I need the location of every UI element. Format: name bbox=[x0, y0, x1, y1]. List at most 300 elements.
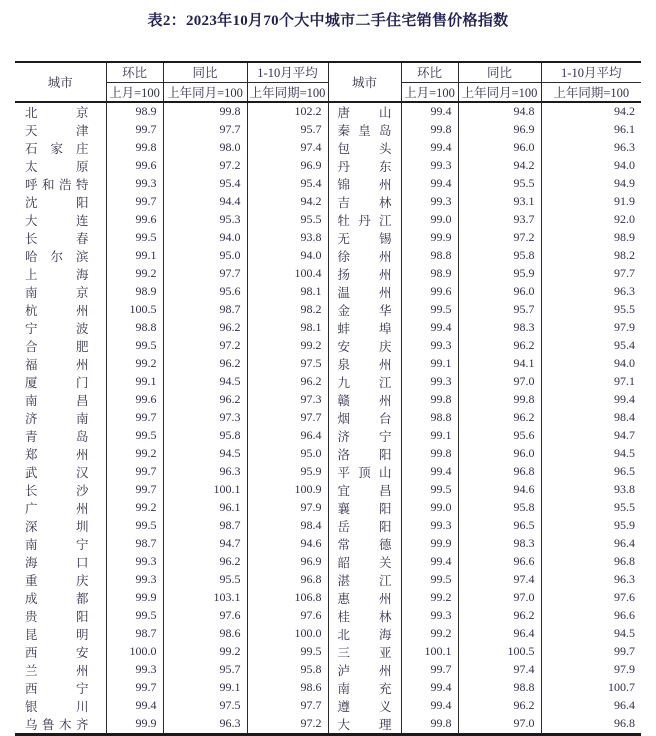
value-cell: 99.2 bbox=[401, 589, 458, 607]
value-cell: 99.8 bbox=[401, 391, 458, 409]
city-cell: 哈 尔 滨 bbox=[25, 249, 89, 264]
value-cell: 99.5 bbox=[106, 229, 163, 247]
table-row bbox=[15, 102, 641, 121]
value-cell: 99.3 bbox=[401, 193, 458, 211]
city-cell: 蚌 埠 bbox=[328, 319, 401, 337]
value-cell: 96.8 bbox=[247, 571, 328, 589]
city-cell: 济 南 bbox=[25, 411, 89, 426]
value-cell: 94.5 bbox=[541, 445, 641, 463]
value-cell: 99.0 bbox=[401, 211, 458, 229]
value-cell: 99.5 bbox=[401, 481, 458, 499]
city-cell: 贵 阳 bbox=[25, 609, 89, 624]
value-cell: 97.7 bbox=[541, 265, 641, 283]
value-cell: 96.3 bbox=[163, 715, 247, 735]
city-cell: 乌 鲁 木 齐 bbox=[25, 717, 89, 732]
table-row bbox=[15, 445, 641, 463]
value-cell: 96.9 bbox=[458, 121, 541, 139]
value-cell: 96.6 bbox=[458, 553, 541, 571]
value-cell: 96.2 bbox=[247, 373, 328, 391]
value-cell: 97.0 bbox=[458, 373, 541, 391]
price-index-table bbox=[15, 61, 641, 736]
value-cell: 98.8 bbox=[458, 679, 541, 697]
value-cell: 98.2 bbox=[247, 301, 328, 319]
value-cell: 100.7 bbox=[541, 679, 641, 697]
table-row bbox=[15, 301, 641, 319]
value-cell: 98.8 bbox=[401, 409, 458, 427]
value-cell: 98.2 bbox=[541, 247, 641, 265]
value-cell: 99.8 bbox=[401, 715, 458, 735]
value-cell: 100.1 bbox=[163, 481, 247, 499]
value-cell: 106.8 bbox=[247, 589, 328, 607]
table-row bbox=[15, 607, 641, 625]
value-cell: 95.9 bbox=[541, 517, 641, 535]
city-cell: 青 岛 bbox=[25, 429, 89, 444]
value-cell: 99.7 bbox=[106, 409, 163, 427]
value-cell: 95.5 bbox=[541, 301, 641, 319]
value-cell: 95.6 bbox=[458, 427, 541, 445]
value-cell: 98.8 bbox=[106, 319, 163, 337]
city-cell: 温 州 bbox=[328, 283, 401, 301]
value-cell: 94.2 bbox=[541, 102, 641, 121]
city-cell: 成 都 bbox=[25, 591, 89, 606]
value-cell: 94.5 bbox=[163, 445, 247, 463]
table-row bbox=[15, 337, 641, 355]
city-cell: 秦 皇 岛 bbox=[328, 121, 401, 139]
value-cell: 96.0 bbox=[458, 139, 541, 157]
table-row bbox=[15, 715, 641, 735]
value-cell: 99.9 bbox=[106, 589, 163, 607]
value-cell: 99.7 bbox=[106, 463, 163, 481]
table-row bbox=[15, 175, 641, 193]
value-cell: 97.7 bbox=[163, 121, 247, 139]
value-cell: 93.8 bbox=[541, 481, 641, 499]
value-cell: 99.3 bbox=[106, 553, 163, 571]
value-cell: 100.4 bbox=[247, 265, 328, 283]
value-cell: 96.8 bbox=[541, 715, 641, 735]
value-cell: 99.8 bbox=[163, 102, 247, 121]
city-cell: 重 庆 bbox=[25, 573, 89, 588]
value-cell: 99.7 bbox=[541, 643, 641, 661]
city-cell: 南 京 bbox=[25, 285, 89, 300]
value-cell: 96.6 bbox=[541, 607, 641, 625]
value-cell: 98.4 bbox=[541, 409, 641, 427]
value-cell: 97.2 bbox=[247, 715, 328, 735]
table-row bbox=[15, 679, 641, 697]
table-row bbox=[15, 481, 641, 499]
table-row bbox=[15, 319, 641, 337]
city-cell: 福 州 bbox=[25, 357, 89, 372]
value-cell: 99.5 bbox=[401, 301, 458, 319]
value-cell: 99.4 bbox=[401, 319, 458, 337]
value-cell: 96.2 bbox=[163, 391, 247, 409]
value-cell: 99.5 bbox=[106, 517, 163, 535]
city-cell: 遵 义 bbox=[328, 697, 401, 715]
value-cell: 95.5 bbox=[247, 211, 328, 229]
table-row bbox=[15, 283, 641, 301]
value-cell: 95.7 bbox=[247, 121, 328, 139]
value-cell: 99.6 bbox=[106, 211, 163, 229]
city-cell: 九 江 bbox=[328, 373, 401, 391]
value-cell: 93.8 bbox=[247, 229, 328, 247]
value-cell: 96.4 bbox=[247, 427, 328, 445]
value-cell: 96.2 bbox=[163, 553, 247, 571]
value-cell: 98.9 bbox=[106, 102, 163, 121]
value-cell: 94.4 bbox=[163, 193, 247, 211]
value-cell: 94.6 bbox=[458, 481, 541, 499]
value-cell: 99.3 bbox=[106, 175, 163, 193]
header-avg-base-right: 上年同期=100 bbox=[541, 82, 641, 102]
value-cell: 96.2 bbox=[458, 697, 541, 715]
value-cell: 96.2 bbox=[458, 409, 541, 427]
header-avg-base-left: 上年同期=100 bbox=[247, 82, 328, 102]
value-cell: 97.6 bbox=[247, 607, 328, 625]
value-cell: 97.0 bbox=[458, 589, 541, 607]
header-mom-base-left: 上月=100 bbox=[106, 82, 163, 102]
value-cell: 94.7 bbox=[163, 535, 247, 553]
city-cell: 深 圳 bbox=[25, 519, 89, 534]
city-cell: 三 亚 bbox=[328, 643, 401, 661]
value-cell: 96.9 bbox=[247, 157, 328, 175]
header-city-left: 城市 bbox=[15, 62, 106, 102]
value-cell: 99.7 bbox=[106, 679, 163, 697]
city-cell: 兰 州 bbox=[25, 663, 89, 678]
value-cell: 95.3 bbox=[163, 211, 247, 229]
city-cell: 桂 林 bbox=[328, 607, 401, 625]
value-cell: 99.9 bbox=[401, 229, 458, 247]
value-cell: 99.2 bbox=[106, 445, 163, 463]
value-cell: 95.8 bbox=[458, 247, 541, 265]
city-cell: 无 锡 bbox=[328, 229, 401, 247]
city-cell: 泸 州 bbox=[328, 661, 401, 679]
value-cell: 99.2 bbox=[106, 499, 163, 517]
city-cell: 杭 州 bbox=[25, 303, 89, 318]
city-cell: 韶 关 bbox=[328, 553, 401, 571]
header-avg-right: 1-10月平均 bbox=[541, 62, 641, 82]
header-mom-left: 环比 bbox=[106, 62, 163, 82]
value-cell: 99.6 bbox=[106, 391, 163, 409]
value-cell: 99.5 bbox=[106, 607, 163, 625]
value-cell: 102.2 bbox=[247, 102, 328, 121]
header-row-main bbox=[15, 62, 641, 82]
value-cell: 96.2 bbox=[458, 337, 541, 355]
value-cell: 98.1 bbox=[247, 319, 328, 337]
value-cell: 97.1 bbox=[541, 373, 641, 391]
table-row bbox=[15, 391, 641, 409]
city-cell: 厦 门 bbox=[25, 375, 89, 390]
value-cell: 99.2 bbox=[247, 337, 328, 355]
table-row bbox=[15, 211, 641, 229]
city-cell: 太 原 bbox=[25, 159, 89, 174]
table-row bbox=[15, 427, 641, 445]
header-yoy-right: 同比 bbox=[458, 62, 541, 82]
value-cell: 99.7 bbox=[106, 121, 163, 139]
value-cell: 94.0 bbox=[247, 247, 328, 265]
city-cell: 安 庆 bbox=[328, 337, 401, 355]
value-cell: 96.4 bbox=[541, 535, 641, 553]
value-cell: 96.1 bbox=[541, 121, 641, 139]
value-cell: 99.5 bbox=[401, 571, 458, 589]
value-cell: 100.5 bbox=[458, 643, 541, 661]
value-cell: 97.9 bbox=[247, 499, 328, 517]
value-cell: 99.3 bbox=[401, 373, 458, 391]
value-cell: 99.5 bbox=[106, 427, 163, 445]
value-cell: 99.7 bbox=[106, 193, 163, 211]
value-cell: 99.4 bbox=[401, 463, 458, 481]
value-cell: 98.0 bbox=[163, 139, 247, 157]
value-cell: 96.5 bbox=[458, 517, 541, 535]
city-cell: 天 津 bbox=[25, 123, 89, 138]
city-cell: 上 海 bbox=[25, 267, 89, 282]
value-cell: 99.2 bbox=[163, 643, 247, 661]
header-yoy-base-left: 上年同月=100 bbox=[163, 82, 247, 102]
city-cell: 沈 阳 bbox=[25, 195, 89, 210]
city-cell: 海 口 bbox=[25, 555, 89, 570]
value-cell: 95.5 bbox=[163, 571, 247, 589]
value-cell: 91.9 bbox=[541, 193, 641, 211]
value-cell: 96.2 bbox=[458, 607, 541, 625]
value-cell: 97.7 bbox=[247, 697, 328, 715]
value-cell: 97.4 bbox=[247, 139, 328, 157]
value-cell: 94.1 bbox=[458, 355, 541, 373]
value-cell: 99.7 bbox=[401, 661, 458, 679]
value-cell: 93.1 bbox=[458, 193, 541, 211]
value-cell: 95.8 bbox=[163, 427, 247, 445]
value-cell: 96.3 bbox=[541, 571, 641, 589]
value-cell: 97.7 bbox=[247, 409, 328, 427]
table-row bbox=[15, 247, 641, 265]
value-cell: 95.8 bbox=[458, 499, 541, 517]
table-row bbox=[15, 625, 641, 643]
value-cell: 97.2 bbox=[163, 337, 247, 355]
value-cell: 98.6 bbox=[163, 625, 247, 643]
value-cell: 97.6 bbox=[163, 607, 247, 625]
value-cell: 96.4 bbox=[458, 625, 541, 643]
value-cell: 97.0 bbox=[458, 715, 541, 735]
value-cell: 98.9 bbox=[401, 265, 458, 283]
value-cell: 97.4 bbox=[458, 571, 541, 589]
value-cell: 97.6 bbox=[541, 589, 641, 607]
value-cell: 95.4 bbox=[247, 175, 328, 193]
city-cell: 西 宁 bbox=[25, 681, 89, 696]
table-row bbox=[15, 697, 641, 715]
value-cell: 99.2 bbox=[106, 265, 163, 283]
city-cell: 长 沙 bbox=[25, 483, 89, 498]
value-cell: 94.0 bbox=[541, 157, 641, 175]
city-cell: 南 昌 bbox=[25, 393, 89, 408]
value-cell: 100.9 bbox=[247, 481, 328, 499]
value-cell: 99.5 bbox=[247, 643, 328, 661]
city-cell: 南 充 bbox=[328, 679, 401, 697]
value-cell: 97.4 bbox=[458, 661, 541, 679]
city-cell: 南 宁 bbox=[25, 537, 89, 552]
city-cell: 西 安 bbox=[25, 645, 89, 660]
city-cell: 吉 林 bbox=[328, 193, 401, 211]
value-cell: 94.8 bbox=[458, 102, 541, 121]
city-cell: 广 州 bbox=[25, 501, 89, 516]
table-row bbox=[15, 661, 641, 679]
table-header bbox=[15, 62, 641, 102]
value-cell: 94.5 bbox=[163, 373, 247, 391]
value-cell: 95.9 bbox=[247, 463, 328, 481]
table-row bbox=[15, 553, 641, 571]
value-cell: 95.7 bbox=[163, 661, 247, 679]
city-cell: 扬 州 bbox=[328, 265, 401, 283]
value-cell: 96.2 bbox=[163, 319, 247, 337]
value-cell: 96.3 bbox=[541, 283, 641, 301]
value-cell: 96.0 bbox=[458, 283, 541, 301]
table-row bbox=[15, 643, 641, 661]
city-cell: 湛 江 bbox=[328, 571, 401, 589]
city-cell: 洛 阳 bbox=[328, 445, 401, 463]
city-cell: 郑 州 bbox=[25, 447, 89, 462]
value-cell: 98.7 bbox=[163, 517, 247, 535]
value-cell: 95.8 bbox=[247, 661, 328, 679]
city-cell: 长 春 bbox=[25, 231, 89, 246]
city-cell: 北 京 bbox=[25, 105, 89, 120]
value-cell: 95.4 bbox=[541, 337, 641, 355]
header-yoy-left: 同比 bbox=[163, 62, 247, 82]
value-cell: 97.9 bbox=[541, 319, 641, 337]
value-cell: 95.6 bbox=[163, 283, 247, 301]
value-cell: 97.3 bbox=[247, 391, 328, 409]
value-cell: 99.4 bbox=[401, 553, 458, 571]
city-cell: 银 川 bbox=[25, 699, 89, 714]
value-cell: 97.5 bbox=[247, 355, 328, 373]
city-cell: 昆 明 bbox=[25, 627, 89, 642]
table-row bbox=[15, 535, 641, 553]
value-cell: 97.7 bbox=[163, 265, 247, 283]
table-row bbox=[15, 229, 641, 247]
table-row bbox=[15, 499, 641, 517]
table-row bbox=[15, 373, 641, 391]
value-cell: 100.0 bbox=[106, 643, 163, 661]
value-cell: 99.9 bbox=[106, 715, 163, 735]
table-row bbox=[15, 355, 641, 373]
value-cell: 94.2 bbox=[458, 157, 541, 175]
value-cell: 99.1 bbox=[401, 355, 458, 373]
table-row bbox=[15, 571, 641, 589]
value-cell: 96.1 bbox=[163, 499, 247, 517]
value-cell: 95.0 bbox=[163, 247, 247, 265]
value-cell: 96.3 bbox=[541, 139, 641, 157]
value-cell: 95.9 bbox=[458, 265, 541, 283]
value-cell: 96.3 bbox=[163, 463, 247, 481]
value-cell: 99.4 bbox=[401, 175, 458, 193]
city-cell: 大 连 bbox=[25, 213, 89, 228]
value-cell: 99.2 bbox=[401, 625, 458, 643]
value-cell: 96.8 bbox=[458, 463, 541, 481]
city-cell: 呼 和 浩 特 bbox=[25, 177, 89, 192]
table-row bbox=[15, 517, 641, 535]
value-cell: 96.4 bbox=[541, 697, 641, 715]
value-cell: 98.8 bbox=[401, 247, 458, 265]
value-cell: 97.2 bbox=[163, 157, 247, 175]
value-cell: 99.6 bbox=[106, 157, 163, 175]
table-row bbox=[15, 121, 641, 139]
table-row bbox=[15, 463, 641, 481]
city-cell: 大 理 bbox=[328, 715, 401, 735]
value-cell: 94.0 bbox=[163, 229, 247, 247]
value-cell: 97.3 bbox=[163, 409, 247, 427]
value-cell: 99.3 bbox=[106, 571, 163, 589]
city-cell: 常 德 bbox=[328, 535, 401, 553]
value-cell: 103.1 bbox=[163, 589, 247, 607]
value-cell: 99.3 bbox=[401, 337, 458, 355]
value-cell: 98.9 bbox=[541, 229, 641, 247]
value-cell: 98.4 bbox=[247, 517, 328, 535]
table-row bbox=[15, 265, 641, 283]
value-cell: 96.9 bbox=[247, 553, 328, 571]
value-cell: 99.6 bbox=[401, 283, 458, 301]
value-cell: 99.4 bbox=[401, 139, 458, 157]
value-cell: 99.1 bbox=[401, 427, 458, 445]
city-cell: 赣 州 bbox=[328, 391, 401, 409]
city-cell: 北 海 bbox=[328, 625, 401, 643]
value-cell: 98.3 bbox=[458, 319, 541, 337]
city-cell: 金 华 bbox=[328, 301, 401, 319]
value-cell: 99.4 bbox=[541, 391, 641, 409]
value-cell: 99.8 bbox=[106, 139, 163, 157]
city-cell: 包 头 bbox=[328, 139, 401, 157]
value-cell: 96.8 bbox=[541, 553, 641, 571]
value-cell: 100.1 bbox=[401, 643, 458, 661]
value-cell: 99.5 bbox=[106, 337, 163, 355]
city-cell: 泉 州 bbox=[328, 355, 401, 373]
value-cell: 96.5 bbox=[541, 463, 641, 481]
value-cell: 99.1 bbox=[106, 373, 163, 391]
city-cell: 平 顶 山 bbox=[328, 463, 401, 481]
city-cell: 岳 阳 bbox=[328, 517, 401, 535]
value-cell: 99.8 bbox=[401, 445, 458, 463]
city-cell: 石 家 庄 bbox=[25, 141, 89, 156]
value-cell: 99.3 bbox=[401, 157, 458, 175]
value-cell: 99.1 bbox=[106, 247, 163, 265]
value-cell: 97.9 bbox=[541, 661, 641, 679]
city-cell: 徐 州 bbox=[328, 247, 401, 265]
city-cell: 唐 山 bbox=[328, 102, 401, 121]
value-cell: 95.7 bbox=[458, 301, 541, 319]
value-cell: 97.2 bbox=[458, 229, 541, 247]
city-cell: 宜 昌 bbox=[328, 481, 401, 499]
city-cell: 惠 州 bbox=[328, 589, 401, 607]
header-yoy-base-right: 上年同月=100 bbox=[458, 82, 541, 102]
value-cell: 99.1 bbox=[163, 679, 247, 697]
value-cell: 94.9 bbox=[541, 175, 641, 193]
value-cell: 99.8 bbox=[458, 391, 541, 409]
value-cell: 95.0 bbox=[247, 445, 328, 463]
value-cell: 93.7 bbox=[458, 211, 541, 229]
city-cell: 济 宁 bbox=[328, 427, 401, 445]
value-cell: 99.3 bbox=[401, 517, 458, 535]
value-cell: 94.2 bbox=[247, 193, 328, 211]
value-cell: 98.3 bbox=[458, 535, 541, 553]
value-cell: 96.0 bbox=[458, 445, 541, 463]
page-title: 表2：2023年10月70个大中城市二手住宅销售价格指数 bbox=[147, 13, 509, 29]
value-cell: 99.2 bbox=[106, 355, 163, 373]
value-cell: 95.5 bbox=[541, 499, 641, 517]
value-cell: 92.0 bbox=[541, 211, 641, 229]
city-cell: 锦 州 bbox=[328, 175, 401, 193]
header-city-right: 城市 bbox=[328, 62, 401, 102]
value-cell: 99.4 bbox=[401, 679, 458, 697]
city-cell: 武 汉 bbox=[25, 465, 89, 480]
value-cell: 98.9 bbox=[106, 283, 163, 301]
value-cell: 94.6 bbox=[247, 535, 328, 553]
value-cell: 98.7 bbox=[163, 301, 247, 319]
value-cell: 99.4 bbox=[106, 697, 163, 715]
table-row bbox=[15, 193, 641, 211]
value-cell: 98.1 bbox=[247, 283, 328, 301]
